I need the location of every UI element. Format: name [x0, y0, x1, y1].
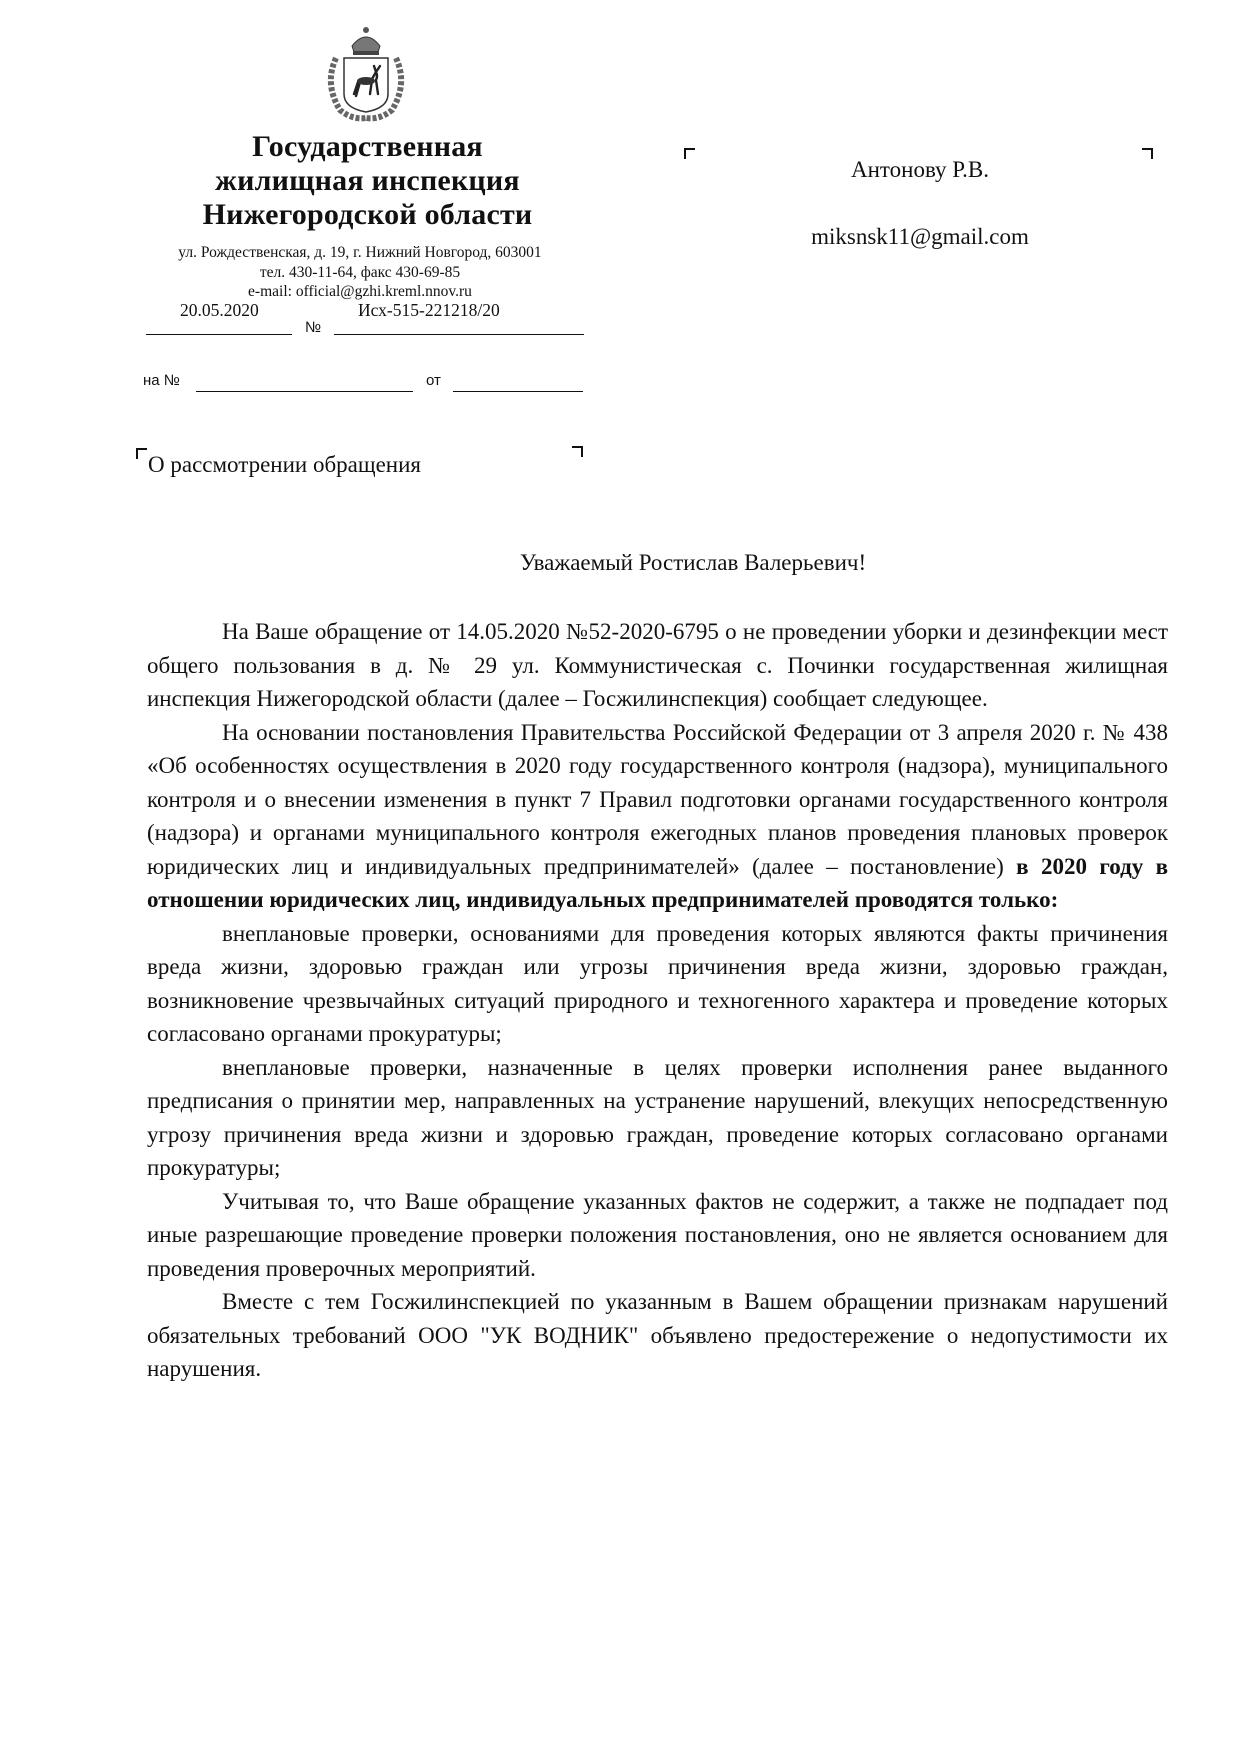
- org-title-line: жилищная инспекция: [215, 164, 520, 197]
- body-paragraph: На Ваше обращение от 14.05.2020 №52-2020-6795 о не проведении уборки и дезинфекции мест общего пользования в д. № 29 ул. Коммунистическая с. Починки государственная жилищная инспекция Нижегородской области (далее – Госжилинспекция) сообщает следующее.: [147, 619, 1168, 711]
- recipient-block: [690, 157, 1150, 250]
- registration-number: Исх-515-221218/20: [358, 300, 500, 320]
- sender-contact-info: [120, 243, 600, 302]
- sender-address: ул. Рождественская, д. 19, г. Нижний Новгород, 603001: [178, 244, 542, 261]
- sender-phone-fax: тел. 430-11-64, факс 430-69-85: [259, 263, 461, 281]
- body-paragraph: внеплановые проверки, основаниями для проведения которых являются факты причинения вреда жизни, здоровью граждан или угрозы причинения вреда жизни, здоровью граждан, возникновение чрезвычайных ситуаций природного и техногенного характера и проведение которых согласовано органами прокуратуры;: [147, 920, 1168, 1046]
- reference-number-field: [196, 391, 413, 392]
- body-paragraph: [147, 716, 1168, 917]
- reference-from-label: от: [426, 372, 441, 389]
- org-title-line: Государственная: [252, 130, 483, 163]
- registration-date-underline: [146, 334, 292, 335]
- subject-corner-bracket-right: [572, 446, 583, 457]
- greeting: Уважаемый Ростислав Валерьевич!: [519, 550, 867, 575]
- letter-body: [147, 615, 1168, 1386]
- registration-number-label: №: [305, 319, 322, 336]
- org-title-line: Нижегородской области: [202, 198, 533, 231]
- body-paragraph: Учитывая то, что Ваше обращение указанных фактов не содержит, а также не подпадает под иные разрешающие проведение проверки положения постановления, оно не является основанием для проведения проверочных мероприятий.: [147, 1188, 1168, 1281]
- reference-row: [143, 372, 603, 402]
- body-paragraph: Вместе с тем Госжилинспекцией по указанным в Вашем обращении признакам нарушений обязательных требований ООО "УК ВОДНИК" объявлено предостережение о недопустимости их нарушения.: [147, 1289, 1168, 1381]
- sender-email: e-mail: official@gzhi.kreml.nnov.ru: [248, 283, 472, 300]
- body-paragraph: внеплановые проверки, назначенные в целях проверки исполнения ранее выданного предписания о принятии мер, направленных на устранение нарушений, влекущих непосредственную угрозу причинения вреда жизни и здоровью граждан, проведение которых согласовано органами прокуратуры;: [147, 1054, 1168, 1180]
- registration-number-underline: [334, 334, 584, 335]
- sender-organization-title: [130, 130, 605, 232]
- letter-subject: О рассмотрении обращения: [148, 452, 421, 477]
- recipient-email: miksnsk11@gmail.com: [811, 224, 1029, 249]
- subject-corner-bracket-left: [136, 448, 147, 459]
- registration-row: [140, 300, 600, 360]
- reference-number-label: на №: [143, 372, 180, 389]
- body-paragraph-text: На основании постановления Правительства Российской Федерации от 3 апреля 2020 г. № 438 «Об особенностях осуществления в 2020 году государственного контроля (надзора), муниципального контроля и о внесении изменения в пункт 7 Правил подготовки органами государственного контроля (надзора) и органами муниципального контроля ежегодных планов проведения плановых проверок юридических лиц и индивидуальных предпринимателей» (далее – постановление): [147, 719, 1168, 879]
- coat-of-arms-icon: [318, 24, 414, 124]
- reference-from-field: [453, 391, 583, 392]
- registration-date: 20.05.2020: [180, 300, 259, 320]
- recipient-name: Антонову Р.В.: [850, 157, 990, 182]
- body-paragraph-emphasis: в 2020 году в отношении юридических лиц, индивидуальных предпринимателей проводятся только:: [147, 853, 1169, 912]
